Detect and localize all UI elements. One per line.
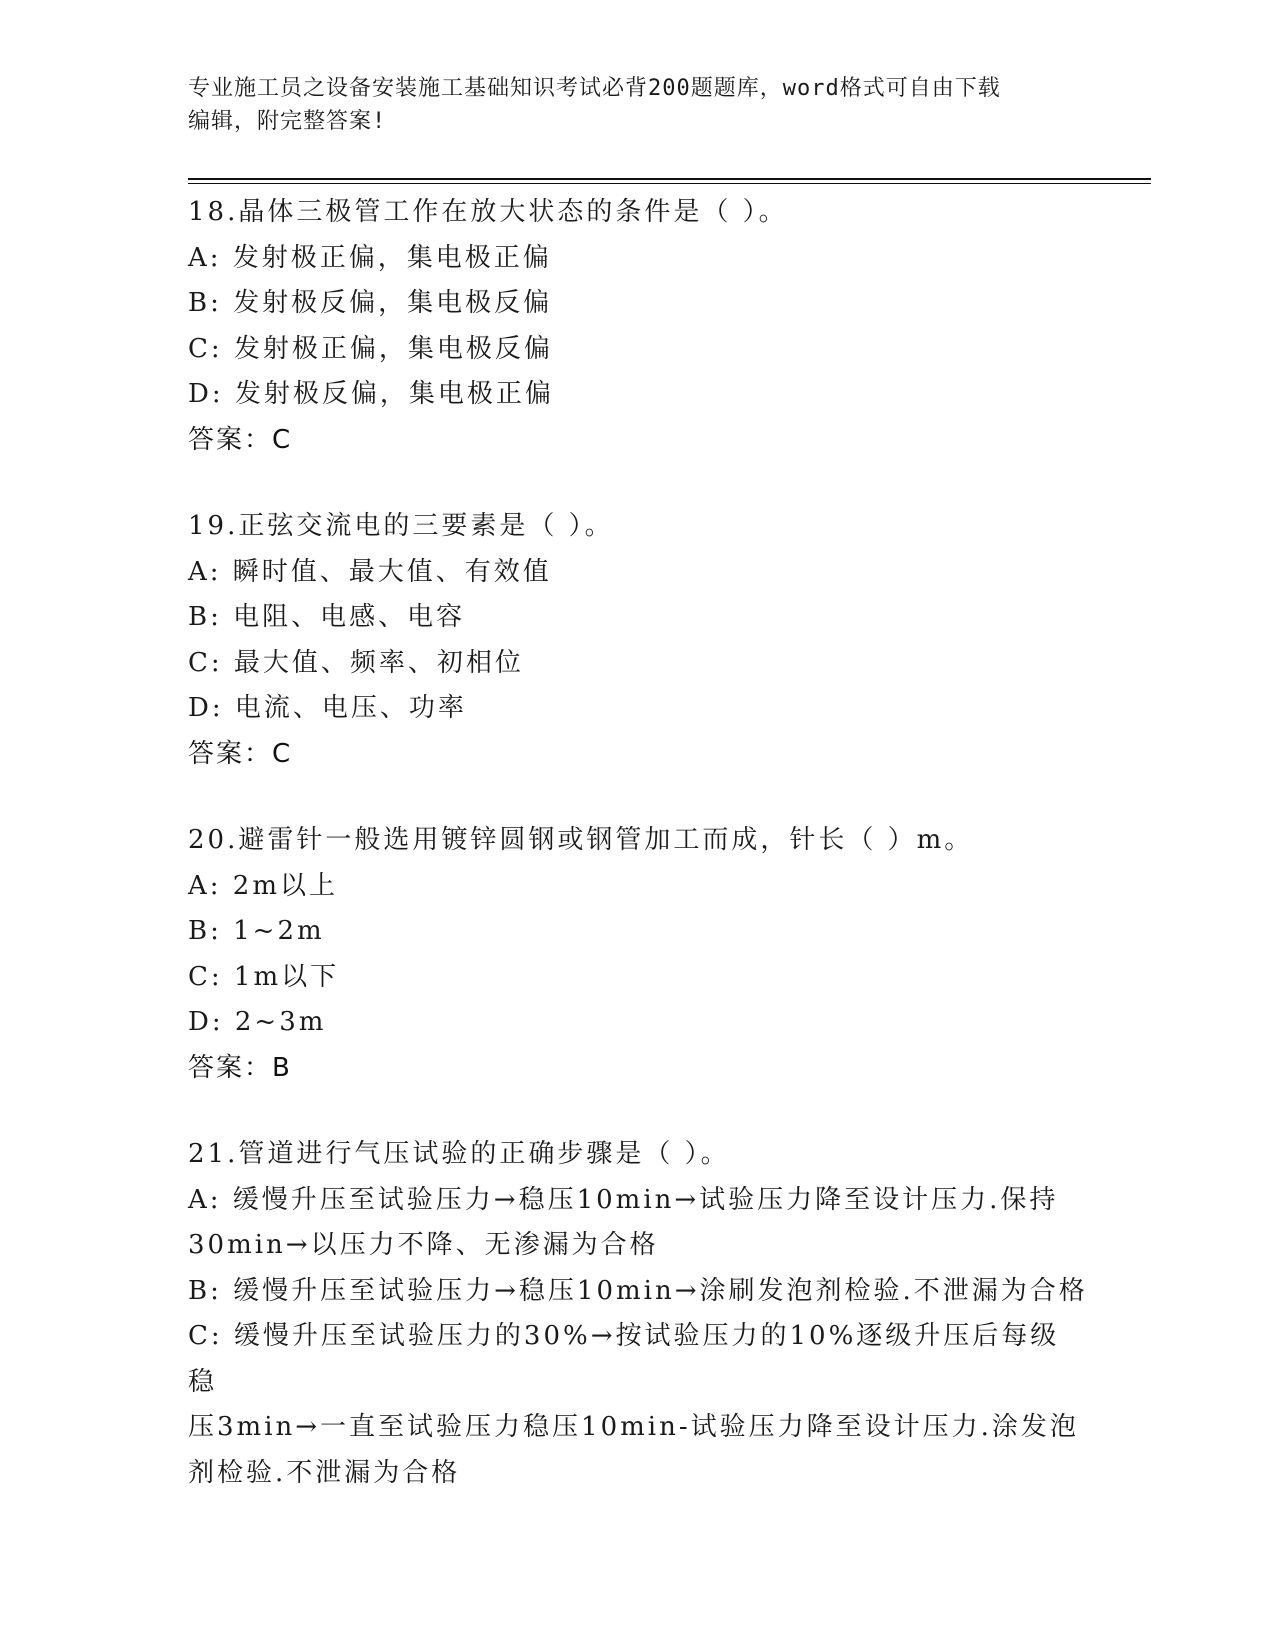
question-block	[188, 818, 1088, 1091]
question-block	[188, 1132, 1088, 1496]
option-c-line-2: 压3min→一直至试验压力稳压10min-试验压力降至设计压力.涂发泡	[188, 1412, 1079, 1442]
option-a: A: 发射极正偏，集电极正偏	[188, 242, 552, 273]
question-text: 20.避雷针一般选用镀锌圆钢或钢管加工而成，针长（ ）m。	[188, 825, 974, 855]
question-block	[188, 190, 1088, 463]
answer-text: 答案：B	[188, 1052, 292, 1083]
option-a: A: 2m以上	[188, 870, 338, 901]
option-d: D: 2~3m	[188, 1007, 327, 1037]
option-d: D: 发射极反偏，集电极正偏	[188, 379, 554, 409]
option-a-line-1: A: 缓慢升压至试验压力→稳压10min→试验压力降至设计压力.保持	[188, 1184, 1059, 1215]
answer-text: 答案：C	[188, 738, 293, 769]
option-c: C: 1m以下	[188, 961, 340, 992]
option-c-line-3: 剂检验.不泄漏为合格	[188, 1457, 461, 1488]
answer-text: 答案：C	[188, 424, 293, 455]
header-divider-top	[188, 178, 1151, 180]
header-line-1: 专业施工员之设备安装施工基础知识考试必背200题题库，word格式可自由下载	[188, 76, 1001, 101]
question-text: 18.晶体三极管工作在放大状态的条件是（ ）。	[188, 197, 788, 227]
option-a-line-2: 30min→以压力不降、无渗漏为合格	[188, 1230, 659, 1260]
option-c: C: 发射极正偏，集电极反偏	[188, 333, 553, 364]
option-b: B: 电阻、电感、电容	[188, 602, 466, 632]
option-b: B: 1~2m	[188, 916, 325, 946]
option-a: A: 瞬时值、最大值、有效值	[188, 556, 552, 587]
option-b: B: 发射极反偏，集电极反偏	[188, 288, 553, 318]
header-divider-bottom	[188, 183, 1151, 184]
question-list	[188, 190, 1088, 1537]
option-b: B: 缓慢升压至试验压力→稳压10min→涂刷发泡剂检验.不泄漏为合格	[188, 1275, 1088, 1306]
question-block	[188, 504, 1088, 777]
document-header	[188, 72, 1068, 138]
question-text: 21.管道进行气压试验的正确步骤是（ ）。	[188, 1139, 730, 1169]
question-text: 19.正弦交流电的三要素是（ ）。	[188, 511, 614, 541]
option-d: D: 电流、电压、功率	[188, 693, 467, 723]
option-c: C: 最大值、频率、初相位	[188, 647, 524, 678]
option-c-line-1: C: 缓慢升压至试验压力的30%→按试验压力的10%逐级升压后每级稳	[188, 1321, 1060, 1397]
header-line-2: 编辑，附完整答案!	[188, 109, 387, 134]
